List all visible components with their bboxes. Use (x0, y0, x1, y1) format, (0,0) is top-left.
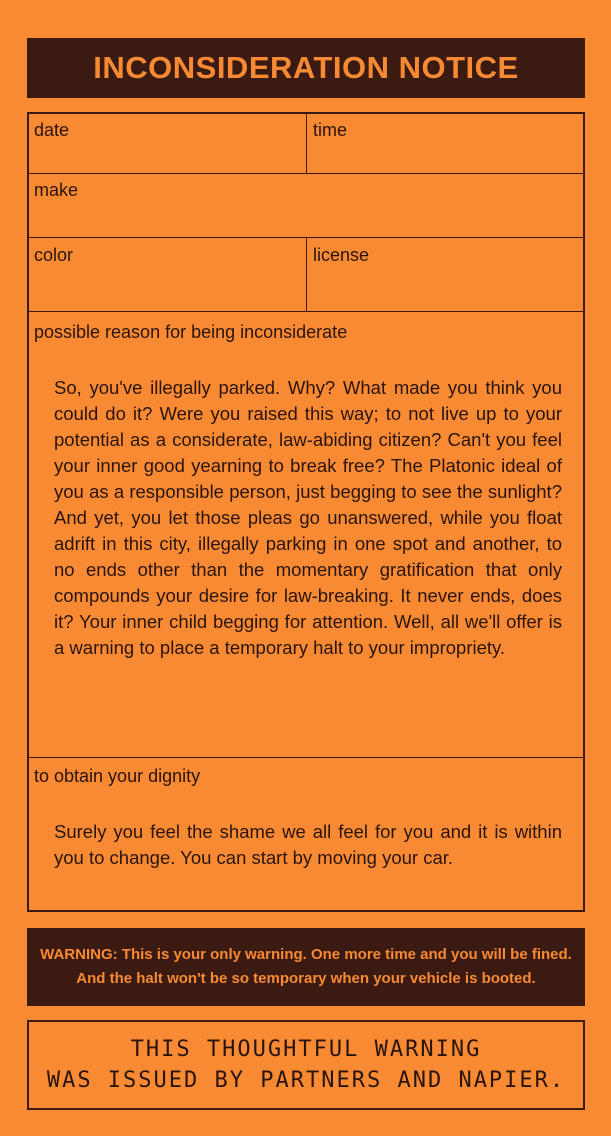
warning-banner (27, 928, 585, 1006)
dignity-section-label: to obtain your dignity (34, 766, 201, 786)
notice-title: INCONSIDERATION NOTICE (93, 50, 519, 85)
footer-line-1: THIS THOUGHTFUL WARNING (130, 1037, 482, 1062)
reason-paragraph: So, you've illegally parked. Why? What made you think you could do it? Were you raised this way; to not live up to your potential as a considerate, law-abiding citizen? Can't you feel your inner good yearning to break free? The Platonic ideal of you as a responsible person, just begging to see the sunlight? And yet, you let those pleas go unanswered, while you float adrift in this city, illegally parking in one spot and another, to no ends other than the momentary gratification that only compounds your desire for law-breaking. It never ends, does it? Your inner child begging for attention. Well, all we'll offer is a warning to place a temporary halt to your impropriety. (54, 377, 562, 658)
column-divider-2 (306, 237, 307, 311)
footer-line-2: WAS ISSUED BY PARTNERS AND NAPIER. (46, 1068, 566, 1093)
issuer-footer (27, 1020, 585, 1110)
dignity-paragraph: Surely you feel the shame we all feel for you and it is within you to change. You can start by moving your car. (54, 821, 562, 868)
time-field-label: time (313, 120, 348, 140)
row-divider-1 (29, 173, 583, 174)
row-divider-4 (29, 757, 583, 758)
column-divider-1 (306, 114, 307, 173)
make-field-label: make (34, 180, 79, 200)
reason-section-label: possible reason for being inconsiderate (34, 322, 348, 342)
license-field-label: license (313, 245, 370, 265)
warning-line-2: And the halt won't be so temporary when your vehicle is booted. (76, 970, 536, 987)
row-divider-3 (29, 311, 583, 312)
color-field-label: color (34, 245, 74, 265)
warning-line-1: WARNING: This is your only warning. One more time and you will be fined. (40, 946, 572, 963)
title-banner (27, 38, 585, 98)
notice-form (27, 112, 585, 912)
date-field-label: date (34, 120, 70, 140)
